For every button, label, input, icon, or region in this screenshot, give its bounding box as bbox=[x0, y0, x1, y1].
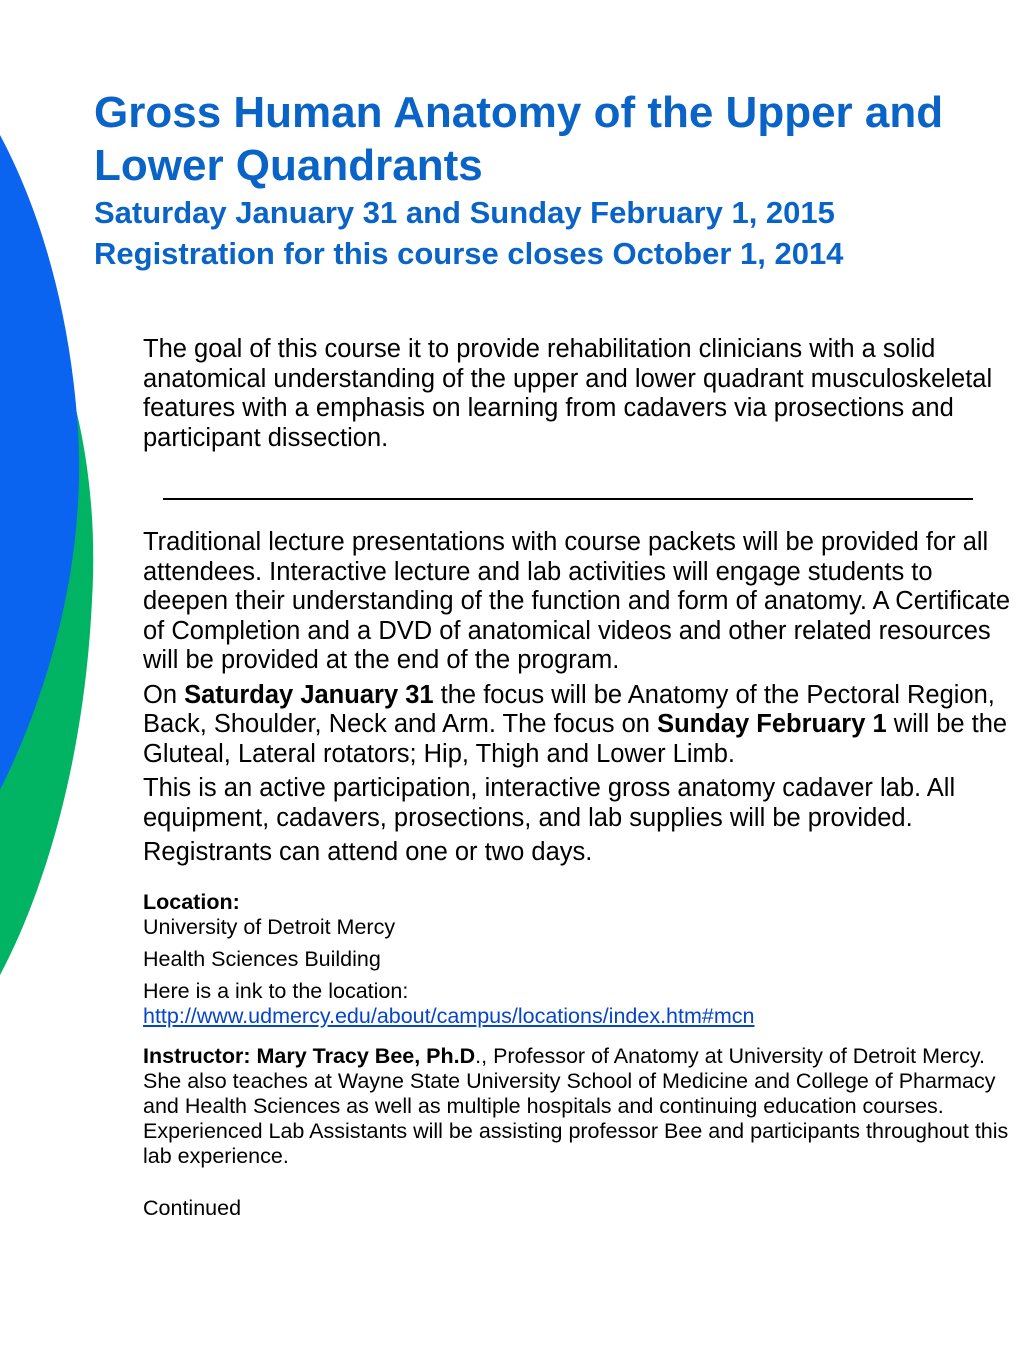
saturday-focus-text: the focus will be Anatomy of the Pectoral Region, Back, Shoulder, Neck and Arm. The focus on bbox=[143, 680, 995, 738]
lecture-paragraph: Traditional lecture presentations with course packets will be provided for all attendees. Interactive lecture and lab activities will engage students to deepen their understanding of the function and form of anatomy. A Certificate of Completion and a DVD of anatomical videos and other related resources will be provided at the end of the program. bbox=[143, 528, 1011, 674]
instructor-paragraph bbox=[143, 1044, 1013, 1169]
sunday-bold: Sunday February 1 bbox=[657, 710, 887, 738]
instructor-name: Instructor: Mary Tracy Bee, Ph.D bbox=[143, 1043, 476, 1068]
main-content bbox=[143, 335, 1013, 1242]
location-building: Health Sciences Building bbox=[143, 946, 381, 971]
location-link[interactable]: http://www.udmercy.edu/about/campus/locations/index.htm#mcn bbox=[143, 1003, 755, 1028]
location-university: University of Detroit Mercy bbox=[143, 914, 396, 939]
header bbox=[94, 86, 1020, 274]
course-dates: Saturday January 31 and Sunday February 1, 2015 bbox=[94, 195, 835, 230]
instructor-description: ., Professor of Anatomy at University of Detroit Mercy. She also teaches at Wayne State University School of Medicine and College of Pharmacy and Health Sciences as well as multiple hospitals and continuing education courses. Experienced Lab Assistants will be assisting professor Bee and participants throughout this lab experience. bbox=[143, 1043, 1009, 1168]
page-title: Gross Human Anatomy of the Upper and Lower Quandrants bbox=[94, 88, 944, 190]
sunday-focus-text: will be the Gluteal, Lateral rotators; Hip, Thigh and Lower Limb. bbox=[143, 710, 1008, 768]
saturday-bold: Saturday January 31 bbox=[184, 680, 434, 709]
divider-line bbox=[163, 498, 973, 500]
location-link-intro: Here is a ink to the location: bbox=[143, 978, 409, 1003]
location-label: Location: bbox=[143, 889, 240, 914]
goal-paragraph: The goal of this course it to provide rehabilitation clinicians with a solid anatomical understanding of the upper and lower quadrant musculoskeletal features with a emphasis on learning from cadavers via prosections and participant dissection. bbox=[143, 335, 993, 452]
focus-paragraph bbox=[143, 681, 1013, 770]
location-section bbox=[143, 890, 1013, 1029]
focus-on-text: On bbox=[143, 680, 185, 709]
registrants-paragraph: Registrants can attend one or two days. bbox=[143, 838, 593, 866]
registration-deadline: Registration for this course closes October 1, 2014 bbox=[94, 236, 844, 271]
active-paragraph: This is an active participation, interactive gross anatomy cadaver lab. All equipment, cadavers, prosections, and lab supplies will be provided. bbox=[143, 774, 956, 832]
continued-text: Continued bbox=[143, 1195, 242, 1220]
